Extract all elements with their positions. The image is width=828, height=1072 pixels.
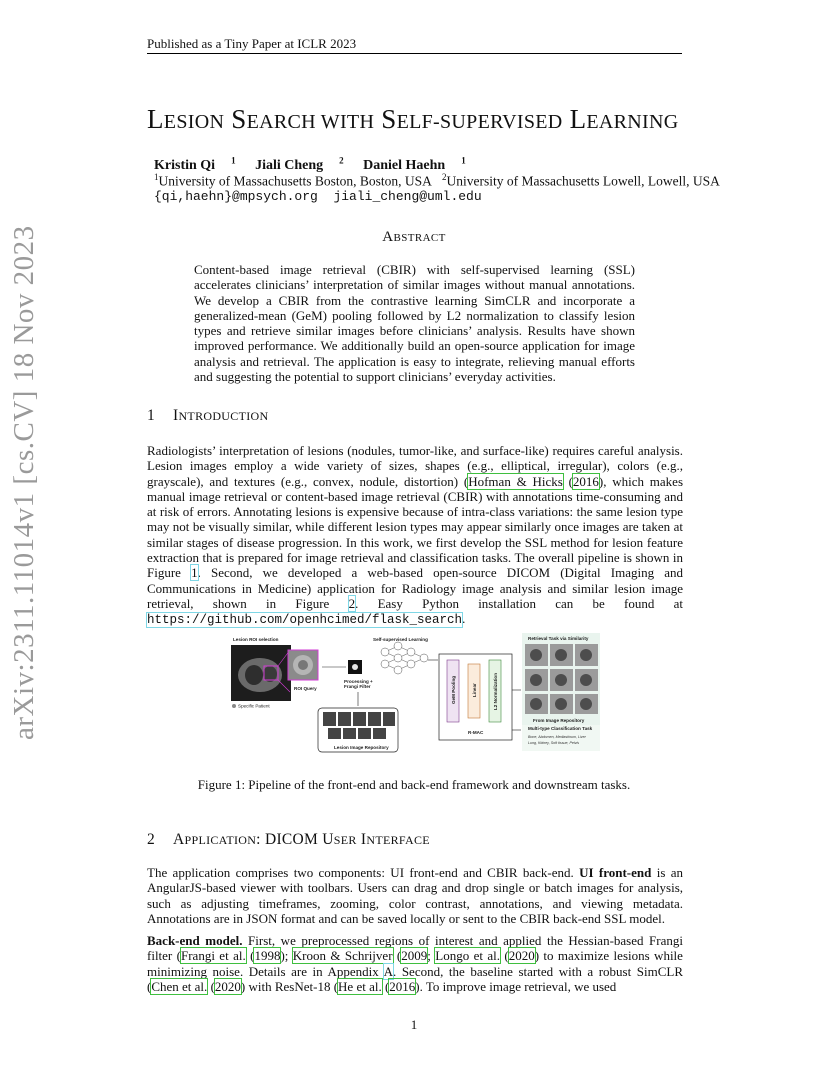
citation-year-link[interactable]: 2016	[572, 473, 599, 489]
figure-caption: Figure 1: Pipeline of the front-end and back-end framework and downstream tasks.	[197, 777, 631, 792]
citation-year-link[interactable]: 2020	[508, 948, 535, 964]
svg-text:L2 Normalization: L2 Normalization	[493, 672, 498, 710]
github-url-link[interactable]: https://github.com/openhcimed/flask_search	[147, 613, 463, 628]
svg-text:Lesion Image Repository: Lesion Image Repository	[334, 745, 389, 750]
svg-text:Processing +: Processing +	[344, 679, 373, 684]
author-list	[154, 155, 482, 174]
citation-link[interactable]: Frangi et al.	[180, 948, 246, 964]
section-1-heading: 1 INTRODUCTION	[147, 407, 269, 424]
header-rule	[147, 53, 682, 54]
section-2-paragraph-1: The application comprises two components: UI front-end and CBIR back-end. UI front-end is an AngularJS-based viewer with toolbars. Users can drag and drop single or batch images for analysis, such as adjusting timeframes, zooming, color contrast, annotations, and viewing metadata. Annotations are in JSON format and can be saved locally or sent to the CBIR back-end SSL model.	[147, 865, 683, 926]
citation-year-link[interactable]: 2016	[389, 978, 416, 994]
figure-ref-link[interactable]: 1	[191, 565, 198, 581]
pipeline-figure	[228, 630, 603, 756]
section-2-heading: 2 APPLICATION: DICOM USER INTERFACE	[147, 831, 430, 848]
svg-text:Multi-type Classification Task: Multi-type Classification Task	[528, 726, 593, 731]
appendix-ref-link[interactable]: A	[383, 963, 394, 979]
citation-year-link[interactable]: 1998	[254, 948, 281, 964]
running-header: Published as a Tiny Paper at ICLR 2023	[147, 36, 357, 51]
figure-ref-link[interactable]: 2	[348, 595, 356, 611]
page-number: 1	[410, 1017, 418, 1032]
section-2-paragraph-2: Back-end model. First, we preprocessed regions of interest and applied the Hessian-based Frangi filter (Frangi et al. (1998); Kroon & Schrijver (2009; Longo et al. (2020) to maximize lesions while minimizing noise. Details are in Appendix A. Second, the baseline started with a robust SimCLR (Chen et al. (2020) with ResNet-18 (He et al. (2016). To improve image retrieval, we used	[147, 933, 683, 994]
affiliations: $^1$University of Massachusetts Boston, Boston, USA $^2$University of Massachusetts Lowell, Lowell, USA	[154, 172, 720, 189]
author: Daniel Haehn $^1$	[363, 155, 466, 173]
citation-link[interactable]: Chen et al.	[151, 978, 208, 994]
patient-icon	[232, 704, 236, 708]
author-emails: {qi,haehn}@mpsych.org jiali_cheng@uml.edu	[154, 189, 482, 204]
neural-net-icon	[381, 642, 428, 674]
abstract-heading: ABSTRACT	[382, 229, 446, 245]
citation-link[interactable]: Kroon & Schrijver	[292, 948, 393, 964]
author: Jiali Cheng $^2$	[255, 155, 344, 173]
author: Kristin Qi $^1$	[154, 155, 236, 173]
svg-text:Frangi Filter: Frangi Filter	[344, 684, 371, 689]
citation-year-link[interactable]: 2009	[401, 948, 428, 964]
abstract-text: Content-based image retrieval (CBIR) with self-supervised learning (SSL) accelerates clinicians’ interpretation of similar images without manual annotations. We develop a CBIR from the contrastive learning SimCLR and incorporate a generalized-mean (GeM) pooling followed by L2 normalization to classify lesion types and retrieve similar images before clinicians’ analysis. Results have shown improved performance. We additionally build an open-source application for image analysis and retrieval. The application is easy to integrate, relieving manual efforts and suggesting the potential to support clinicians’ everyday activities.	[194, 262, 635, 385]
paper-title: LESION SEARCH WITH SELF-SUPERVISED LEARNING	[147, 104, 679, 134]
svg-text:Lung, Kidney, Soft tissue, Pel: Lung, Kidney, Soft tissue, Pelvis	[528, 741, 580, 745]
citation-link[interactable]: Longo et al.	[435, 948, 500, 964]
citation-year-link[interactable]: 2020	[214, 978, 241, 994]
arxiv-stamp: arXiv:2311.11014v1 [cs.CV] 18 Nov 2023	[8, 225, 40, 740]
svg-text:R-MAC: R-MAC	[468, 730, 484, 735]
roi-selection-label: Lesion ROI selection	[233, 637, 279, 642]
svg-text:GeM Pooling: GeM Pooling	[451, 675, 456, 704]
section-1-paragraph: Radiologists’ interpretation of lesions (nodules, tumor-like, and surface-like) requires careful analysis. Lesion images employ a wide variety of sizes, shapes (e.g., elliptical, irregular), colors (e.g., grayscale), and textures (e.g., convex, nodule, distortion) (Hofman & Hicks (2016), which makes manual image retrieval or content-based image retrieval (CBIR) with annotations time-consuming and at risk of errors. Annotating lesions is expensive because of intra-class variations: the same lesion type may not be visually similar, while different lesion types may appear similarly once images are taken at similar stages of disease progression. In this work, we first develop the SSL method for lesion feature extraction that is prepared for image retrieval and classification tasks. The overall pipeline is shown in Figure 1. Second, we developed a web-based open-source DICOM (Digital Imaging and Communications in Medicine) application for Radiology image analysis and similar lesion image retrieval, shown in Figure 2. Easy Python installation can be found at https://github.com/openhcimed/flask_search.	[147, 443, 684, 628]
svg-text:From Image Repository: From Image Repository	[533, 718, 585, 723]
svg-text:Retrieval Task via Similarity: Retrieval Task via Similarity	[528, 636, 589, 641]
svg-text:Bone, Abdomen, Mediastinum, Li: Bone, Abdomen, Mediastinum, Liver	[528, 735, 586, 739]
citation-link[interactable]: He et al.	[338, 978, 382, 994]
citation-link[interactable]: Hofman & Hicks	[468, 473, 563, 489]
svg-text:Specific Patient: Specific Patient	[238, 703, 270, 709]
svg-text:Linear: Linear	[472, 683, 477, 697]
svg-text:ROI Query: ROI Query	[294, 686, 317, 691]
svg-text:Self-supervised Learning: Self-supervised Learning	[373, 637, 428, 642]
